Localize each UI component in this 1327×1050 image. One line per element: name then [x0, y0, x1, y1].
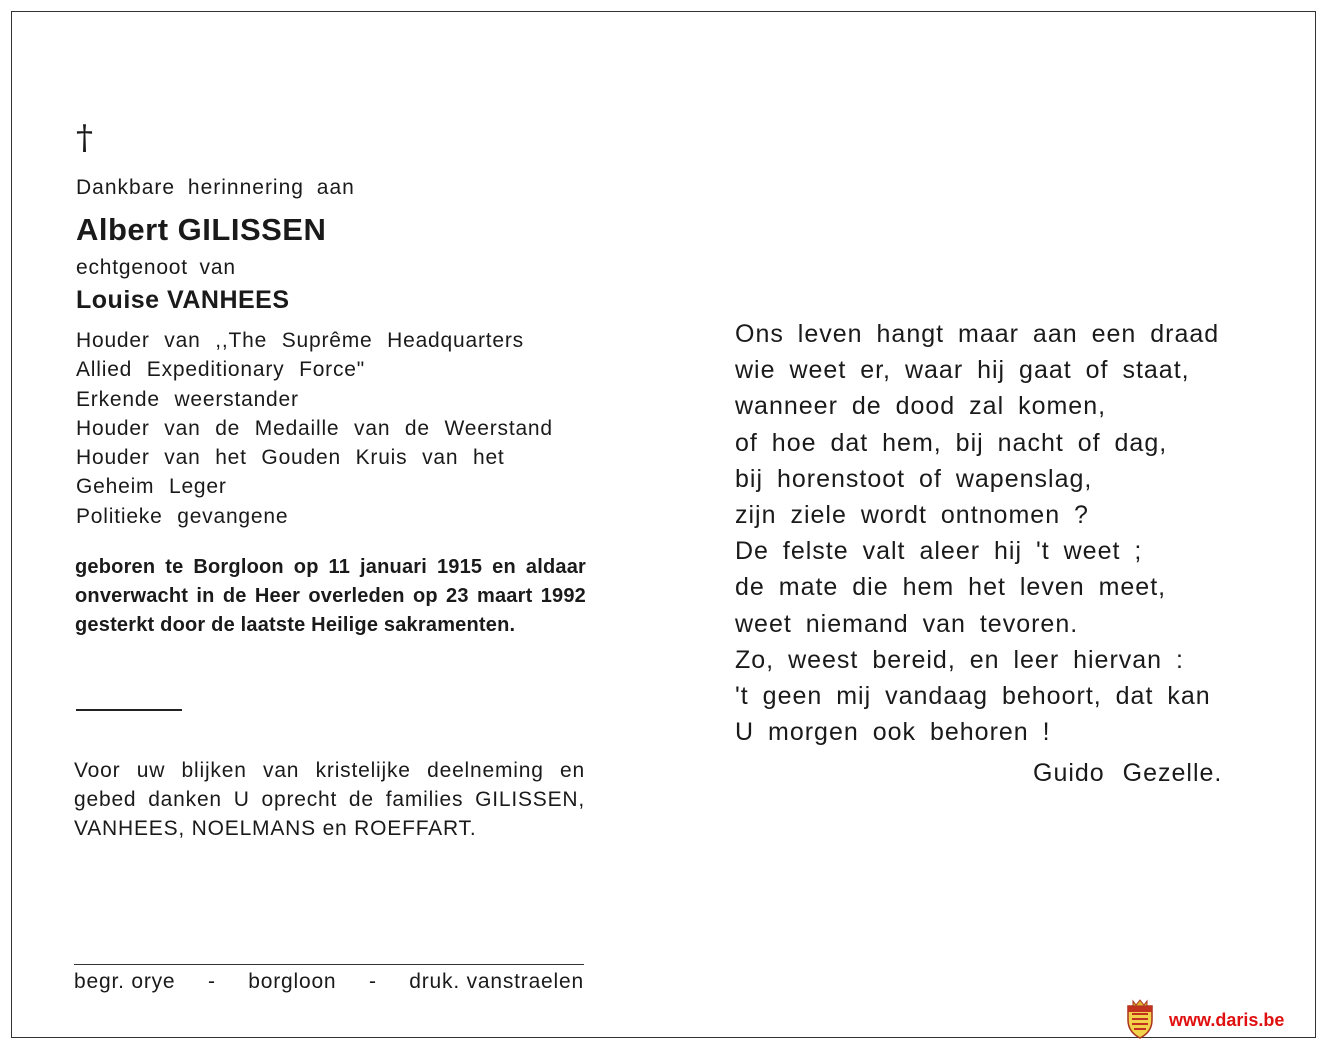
poem-line: wie weet er, waar hij gaat of staat, [735, 356, 1190, 385]
poem-author: Guido Gezelle. [1033, 759, 1223, 787]
honor-item: Geheim Leger [76, 475, 227, 499]
honor-item: Houder van de Medaille van de Weerstand [76, 416, 553, 440]
footer-separator: - [207, 970, 216, 993]
honor-item: Erkende weerstander [76, 387, 299, 411]
honor-item: Allied Expeditionary Force" [76, 358, 366, 382]
watermark-site[interactable]: www.daris.be [1169, 1010, 1285, 1030]
poem-line: wanneer de dood zal komen, [735, 392, 1107, 421]
poem-line: bij horenstoot of wapenslag, [735, 464, 1093, 493]
honor-item: Houder van het Gouden Kruis van het [76, 446, 505, 470]
thanks-text: Voor uw blijken van kristelijke deelneming en gebed danken U oprecht de families GILISSEN, VANHEES, NOELMANS en ROEFFART. [74, 759, 585, 840]
intro-text: Dankbare herinnering aan [76, 176, 355, 199]
poem-line: U morgen ook behoren ! [735, 718, 1051, 747]
biography-text: geboren te Borgloon op 11 januari 1915 en aldaar onverwacht in de Heer overleden op 23 maart 1992 gesterkt door de laatste Heilige sakramenten. [75, 556, 586, 636]
deceased-name: Albert GILISSEN [76, 212, 327, 247]
poem-line: of hoe dat hem, bij nacht of dag, [735, 428, 1168, 457]
poem-line: zijn ziele wordt ontnomen ? [735, 501, 1089, 530]
poem [735, 316, 1246, 750]
honors-list [76, 326, 553, 531]
poem-line: Ons leven hangt maar aan een draad [735, 320, 1220, 348]
printer-footer [74, 970, 584, 994]
footer-printer: druk. vanstraelen [409, 970, 584, 993]
footer-burial: begr. orye [74, 970, 176, 993]
spouse-label: echtgenoot van [76, 256, 236, 279]
poem-line: Zo, weest bereid, en leer hiervan : [735, 645, 1184, 674]
honor-item: Politieke gevangene [76, 504, 289, 528]
coat-of-arms-icon [1124, 998, 1156, 1040]
footer-separator: - [368, 970, 377, 993]
cross-icon: † [76, 118, 93, 158]
footer-place: borgloon [248, 970, 337, 993]
footer-rule [74, 964, 584, 965]
divider-line [76, 709, 182, 711]
honor-item: Houder van ,,The Suprême Headquarters [76, 329, 524, 352]
spouse-name: Louise VANHEES [76, 286, 290, 314]
poem-line: weet niemand van tevoren. [735, 609, 1079, 638]
poem-line: de mate die hem het leven meet, [735, 573, 1167, 602]
poem-line: De felste valt aleer hij 't weet ; [735, 537, 1143, 566]
poem-line: 't geen mij vandaag behoort, dat kan [735, 682, 1211, 711]
